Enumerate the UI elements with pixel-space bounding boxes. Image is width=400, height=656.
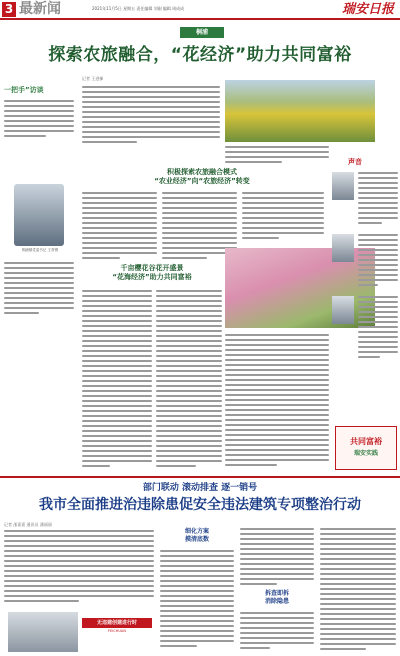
- body-column-6: [225, 334, 329, 469]
- story-kicker: 桐浦: [180, 27, 224, 38]
- rapeseed-field-photo: [225, 80, 375, 142]
- bottom-column-3a: [240, 528, 314, 588]
- bottom-subhead-three: 拆查即拆 消除隐患: [264, 590, 289, 605]
- bottom-subhead-one: 细化方案 摸清底数: [184, 528, 209, 543]
- voices-sidebar: [330, 158, 400, 358]
- voice-avatar-3: [332, 296, 354, 324]
- interview-text-a: [4, 100, 74, 140]
- subhead-two: 千亩樱花谷花开盛景 “花海经济”助力共同富裕: [112, 264, 192, 281]
- promo-banner: 无违建创建进行时: [82, 618, 152, 628]
- interview-text-b: [4, 262, 74, 317]
- section-number: 3: [2, 2, 16, 17]
- body-column-1: [82, 192, 157, 262]
- section-name: 最新闻: [19, 1, 61, 17]
- voice-text-1: [358, 172, 398, 227]
- common-prosperity-badge: [335, 426, 397, 470]
- subhead-one: 积极探索农旅融合模式 “农业经济”向“农旅经济”转变: [154, 168, 250, 185]
- promo-subtitle: FEICHUAN: [108, 629, 126, 633]
- bottom-kicker: 部门联动 滚动排查 逐一销号: [142, 483, 258, 493]
- bottom-lead: [4, 530, 154, 605]
- interview-panel: [0, 80, 78, 325]
- story-byline: 记者 王进梯: [82, 76, 104, 81]
- official-portrait: [14, 184, 64, 246]
- demolition-photo: [8, 612, 78, 652]
- bottom-column-2: [160, 550, 234, 650]
- voice-avatar-2: [332, 234, 354, 262]
- body-column-3: [242, 192, 324, 242]
- body-column-5: [156, 290, 222, 470]
- bottom-column-4: [320, 528, 396, 653]
- body-column-4: [82, 290, 152, 470]
- voices-title: 声音: [348, 158, 362, 166]
- bottom-headline: 我市全面推进治违除患促安全违法建筑专项整治行动: [39, 497, 361, 513]
- bottom-byline: 记者 邵嘉嘉 通讯员 潘丽丽: [4, 522, 52, 527]
- interview-label: 一把手”访谈: [4, 86, 44, 94]
- newspaper-logo: 瑞安日报: [341, 2, 394, 17]
- main-headline: 探索农旅融合，“花经济”助力共同富裕: [48, 45, 352, 65]
- lead-paragraph-b: [225, 146, 329, 166]
- section-divider: [0, 476, 400, 478]
- page-header: [0, 0, 400, 20]
- lead-paragraph: [82, 86, 220, 146]
- header-meta: 2021年11月5日 星期五 责任编辑 刘刚 编辑 周成成: [92, 6, 185, 11]
- voice-text-3: [358, 296, 398, 361]
- voice-text-2: [358, 234, 398, 289]
- badge-subtitle: 瑞安实践: [353, 450, 378, 457]
- badge-title: 共同富裕: [350, 437, 382, 446]
- bottom-column-3b: [240, 612, 314, 652]
- voice-avatar-1: [332, 172, 354, 200]
- portrait-caption: 桐浦镇党委书记 王青钢: [21, 248, 59, 252]
